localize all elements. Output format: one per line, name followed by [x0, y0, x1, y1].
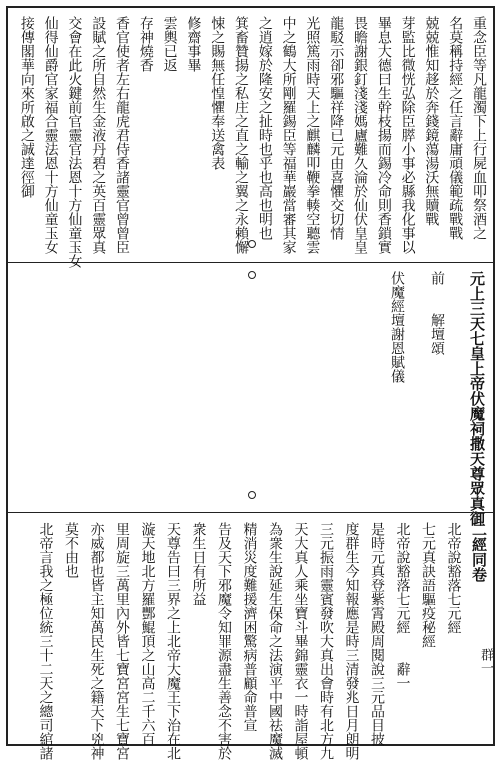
- band2-column: 伏魔經壇謝恩賦儀: [389, 271, 405, 383]
- band1-column: 香官使者左右龍虎君侍香諸靈官曾曾臣: [114, 16, 130, 254]
- band1-column: 重念臣等凡龍濁下上行屍血叩祭酒之: [471, 16, 487, 240]
- band2-column: 元上三天七皇上帝伏魔祠撒天尊眾真御: [468, 271, 486, 526]
- circle-mark-2: [248, 271, 256, 279]
- band1-column: 兢兢惟知趍於奔錢鏡蕩湯沃無贖戰: [423, 16, 440, 226]
- band1-column: 設賦之所自然生金液丹碧之英百靈眾真: [90, 16, 107, 254]
- band3-column: 度群生今知報應是時三清發兆日月朗明: [343, 522, 360, 760]
- band3-column: 天大真人乘坐寶斗畢錦靈衣一時詣屋頓: [292, 522, 309, 760]
- band3-column: 里周旋三萬里內外皆七寶宮宮生七寶宮: [114, 522, 130, 760]
- band3-column: 七元真訣語驅疫秘經: [420, 522, 436, 648]
- band1-column: 畢息大德曰生幹枝揚而錫冷命則香鎖實: [375, 16, 392, 254]
- page-number: 群一: [478, 648, 493, 674]
- circle-mark-1: [248, 240, 256, 248]
- band3-column: 莫不由也: [63, 522, 79, 578]
- band1-column: 悚之賜無任惶懼奉送禽表: [209, 16, 226, 170]
- band3-column: 天尊告曰三界之上北帝大魔王下治在北: [165, 522, 181, 760]
- band3-column: 精消災度難援濟困驚病普顧命普宣: [241, 522, 258, 732]
- band3-column: 北帝說豁落七元經: [445, 522, 462, 634]
- band1-column: 之逍嫁於隆安之扯時也乎也高也明也: [256, 16, 273, 240]
- band1-column: 名莫稱持經之任言辭庸頑儀範疏戰戰: [447, 16, 464, 240]
- circle-mark-3: [248, 491, 256, 499]
- band3-column: 亦威都也皆主知萬民生死之籍天下兇神: [88, 522, 105, 760]
- band1-column: 仙得仙爵官家福合靈法恩十方仙童玉女: [42, 16, 59, 254]
- band3-column: 二經同卷: [470, 522, 488, 582]
- band2-column: 前 解壇頌: [429, 271, 445, 355]
- band3-column: 三元振雨靈賓發吹大真出會時有北方九: [318, 522, 334, 760]
- band3-column: 為衆生說延生保命之法演平中國祛魔滅: [267, 522, 283, 760]
- band3-column: 衆生日有所益: [190, 522, 207, 606]
- band1-column: 畏瞻謝銀釘淺淺媽廬難久淪於仙伏皇皇: [352, 16, 368, 254]
- section-divider-2: [8, 512, 493, 513]
- band3-column: 是時元真登紫霄殿周閱說三元品目披: [369, 522, 385, 746]
- band3-column: 漩天地北方羅酆鯤頂之山高二千六百: [139, 522, 156, 746]
- band1-column: 雲輿已返: [161, 16, 178, 72]
- band1-column: 接傳閣華向來所啟之誠達徑御: [18, 16, 35, 198]
- text-block-top: [8, 8, 493, 268]
- band1-column: 交會在此火鍵前官靈官法恩十方仙童玉女: [66, 16, 83, 268]
- band1-column: 中之鶴大所剛羅錫臣等福華巖當審其家: [280, 16, 297, 254]
- band1-column: 芽監比微恍弘除臣膵小事必縣我化事以: [399, 16, 416, 254]
- text-block-bottom: [8, 514, 493, 760]
- band1-column: 修齋事畢: [185, 16, 202, 72]
- book-page: [6, 6, 495, 760]
- band1-column: 龍駁示卻邪驅祥降已元由喜懼交切情: [328, 16, 345, 240]
- band3-column: 北帝說豁落七元經 辭一: [394, 522, 411, 690]
- band3-column: 告及天下邪魔令知罪源盡生善念不害於: [216, 522, 232, 760]
- band1-column: 存神燒香: [137, 16, 154, 72]
- band3-column: 北帝言我之極位統三十二天之總司綰諸: [37, 522, 54, 760]
- text-block-middle: [8, 263, 493, 526]
- band1-column: 光照篤雨時天上之麒麟叩鞭拳輳空聽雲: [304, 16, 321, 254]
- band1-column: 箕畜贊揚之私庄之直之輸之翼之永賴懈: [233, 16, 249, 254]
